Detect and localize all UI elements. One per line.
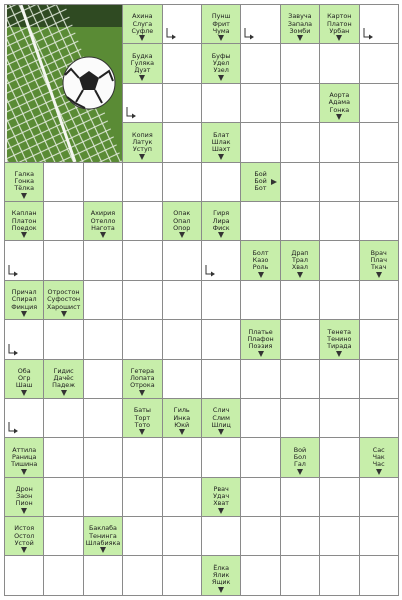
answer-cell[interactable] [241,123,280,162]
arrow-down-icon [137,152,147,162]
clue-text: Причал Спирал Фикция [11,288,38,311]
answer-cell[interactable] [241,399,280,438]
clue-cell [5,202,44,241]
clue-cell [202,5,241,44]
answer-cell[interactable] [241,281,280,320]
clue-text: Дрон Заон Пион [15,485,33,508]
answer-cell[interactable] [360,44,399,83]
bent-arrow-icon [7,421,19,435]
answer-cell[interactable] [281,399,320,438]
answer-cell[interactable] [360,517,399,556]
clue-text: Гиря Лира Фиск [212,209,230,232]
clue-cell [241,320,280,359]
clue-cell [202,556,241,595]
answer-cell[interactable] [360,5,399,44]
clue-text: Каплан Платон Поедок [11,209,37,232]
answer-cell[interactable] [123,517,162,556]
answer-cell[interactable] [360,84,399,123]
bent-arrow-icon [243,27,255,41]
clue-text: Слич Слим Шлиц [211,406,231,429]
arrow-down-icon [374,270,384,280]
clue-cell [123,44,162,83]
arrow-down-icon [98,545,108,555]
answer-cell[interactable] [84,360,123,399]
arrow-down-icon [19,309,29,319]
answer-cell[interactable] [241,360,280,399]
clue-text: Картон Платон Урбан [327,12,352,35]
clue-cell [281,5,320,44]
answer-cell[interactable] [281,360,320,399]
answer-cell[interactable] [320,281,359,320]
answer-cell[interactable] [320,399,359,438]
clue-text: Истоя Остол Устой [14,524,35,547]
clue-cell [44,360,83,399]
answer-cell[interactable] [44,399,83,438]
bent-arrow-icon [362,27,374,41]
clue-text: Вой Бол Гал [293,445,307,469]
arrow-down-icon [19,388,29,398]
crossword-grid [4,4,399,596]
clue-cell [5,281,44,320]
clue-text: Оба Огр Шаш [15,366,33,390]
answer-cell[interactable] [202,163,241,202]
answer-cell[interactable] [241,84,280,123]
clue-text: Ахирия Отелло Нагота [90,209,116,232]
answer-cell[interactable] [163,163,202,202]
soccer-ball-net-image [5,5,123,162]
answer-cell[interactable] [360,478,399,517]
answer-cell[interactable] [202,84,241,123]
arrow-down-icon [216,73,226,83]
answer-cell[interactable] [123,241,162,280]
clue-text: Блат Шлак Шахт [211,130,231,153]
answer-cell[interactable] [163,123,202,162]
answer-cell[interactable] [84,320,123,359]
answer-cell[interactable] [360,320,399,359]
answer-cell[interactable] [320,241,359,280]
arrow-down-icon [19,467,29,477]
arrow-down-icon [256,270,266,280]
answer-cell[interactable] [281,556,320,595]
arrow-down-icon [256,349,266,359]
clue-text: Болт Казо Роль [252,248,269,272]
clue-cell [202,399,241,438]
clue-text: Буфы Удел Узел [211,51,231,75]
answer-cell[interactable] [123,478,162,517]
clue-text: Баты Торт Тото [133,406,151,429]
arrow-down-icon [177,427,187,437]
answer-cell[interactable] [281,281,320,320]
answer-cell[interactable] [281,202,320,241]
arrow-down-icon [374,467,384,477]
clue-cell [123,399,162,438]
answer-cell[interactable] [202,360,241,399]
answer-cell[interactable] [123,438,162,477]
answer-cell[interactable] [163,241,202,280]
arrow-down-icon [137,73,147,83]
answer-cell[interactable] [281,478,320,517]
clue-cell [241,241,280,280]
answer-cell[interactable] [123,163,162,202]
clue-cell [202,44,241,83]
answer-cell[interactable] [202,438,241,477]
clue-cell [5,438,44,477]
football-photo [5,5,123,163]
answer-cell[interactable] [123,320,162,359]
answer-cell[interactable] [202,320,241,359]
answer-cell[interactable] [360,399,399,438]
answer-cell[interactable] [84,399,123,438]
arrow-down-icon [137,427,147,437]
answer-cell[interactable] [320,163,359,202]
clue-cell [320,5,359,44]
answer-cell[interactable] [360,202,399,241]
bent-arrow-icon [7,264,19,278]
arrow-down-icon [19,230,29,240]
answer-cell[interactable] [84,438,123,477]
answer-cell[interactable] [5,320,44,359]
answer-cell[interactable] [5,556,44,595]
arrow-down-icon [216,152,226,162]
answer-cell[interactable] [44,202,83,241]
answer-cell[interactable] [123,202,162,241]
answer-cell[interactable] [44,478,83,517]
clue-cell [281,241,320,280]
answer-cell[interactable] [84,163,123,202]
clue-cell [123,123,162,162]
clue-text: Пунш Фрит Чума [211,12,231,35]
answer-cell[interactable] [281,320,320,359]
arrow-down-icon [59,309,69,319]
arrow-down-icon [295,467,305,477]
answer-cell[interactable] [44,241,83,280]
answer-cell[interactable] [123,556,162,595]
clue-text: Сас Чак Час [372,445,385,469]
answer-cell[interactable] [320,517,359,556]
clue-cell [44,281,83,320]
arrow-down-icon [137,388,147,398]
answer-cell[interactable] [241,517,280,556]
clue-cell [202,202,241,241]
clue-text: Завуча Запала Зомби [287,12,312,35]
answer-cell[interactable] [163,5,202,44]
answer-cell[interactable] [320,556,359,595]
answer-cell[interactable] [241,44,280,83]
answer-cell[interactable] [320,202,359,241]
answer-cell[interactable] [163,44,202,83]
arrow-down-icon [334,33,344,43]
clue-cell [5,517,44,556]
arrow-down-icon [216,506,226,516]
arrow-down-icon [177,230,187,240]
clue-text: Гиль Инка Юкй [173,406,191,429]
answer-cell[interactable] [202,281,241,320]
answer-cell[interactable] [241,478,280,517]
answer-cell[interactable] [320,478,359,517]
clue-text: Баклаба Тенинга Шлабияка [85,524,121,547]
answer-cell[interactable] [241,438,280,477]
answer-cell[interactable] [281,517,320,556]
clue-text: Гидис Дачёс Падеж [52,366,75,390]
answer-cell[interactable] [281,163,320,202]
clue-cell [360,438,399,477]
answer-cell[interactable] [163,517,202,556]
clue-cell [5,163,44,202]
clue-text: Тенета Тенино Тирада [327,327,352,350]
clue-text: Бой Бой Бот [254,169,267,193]
answer-cell[interactable] [281,84,320,123]
answer-cell[interactable] [44,163,83,202]
clue-cell [163,399,202,438]
clue-text: Ёлка Ялик Ящик [211,563,231,587]
clue-cell [202,123,241,162]
answer-cell[interactable] [241,202,280,241]
clue-cell [241,163,280,202]
answer-cell[interactable] [44,438,83,477]
clue-text: Отростон Суфостон Харошист [46,288,81,311]
answer-cell[interactable] [360,281,399,320]
clue-text: Копия Латук Уступ [132,130,153,153]
answer-cell[interactable] [84,478,123,517]
clue-text: Галка Гонка Тёлка [14,169,35,193]
answer-cell[interactable] [44,556,83,595]
clue-cell [5,478,44,517]
bent-arrow-icon [7,343,19,357]
clue-text: Врач Плач Ткач [370,248,387,272]
answer-cell[interactable] [360,556,399,595]
arrow-down-icon [334,349,344,359]
answer-cell[interactable] [163,478,202,517]
clue-text: Будка Гуляка Дуэт [130,51,155,75]
answer-cell[interactable] [281,123,320,162]
answer-cell[interactable] [163,360,202,399]
answer-cell[interactable] [123,84,162,123]
answer-cell[interactable] [44,320,83,359]
arrow-down-icon [19,506,29,516]
clue-cell [163,202,202,241]
arrow-down-icon [295,33,305,43]
answer-cell[interactable] [320,44,359,83]
clue-cell [123,360,162,399]
answer-cell[interactable] [84,241,123,280]
clue-cell [84,202,123,241]
clue-text: Аттила Раница Тишина [11,445,38,469]
arrow-down-icon [334,112,344,122]
answer-cell[interactable] [202,517,241,556]
clue-cell [84,517,123,556]
answer-cell[interactable] [163,556,202,595]
clue-cell [320,84,359,123]
answer-cell[interactable] [320,360,359,399]
answer-cell[interactable] [360,360,399,399]
clue-text: Гетера Лопата Отрока [130,366,155,390]
clue-text: Аорта Адама Гонка [328,91,351,114]
arrow-down-icon [59,388,69,398]
answer-cell[interactable] [5,241,44,280]
arrow-down-icon [19,191,29,201]
clue-text: Рвач Удач Хват [213,485,230,508]
clue-cell [123,5,162,44]
answer-cell[interactable] [5,399,44,438]
clue-cell [202,478,241,517]
answer-cell[interactable] [163,320,202,359]
answer-cell[interactable] [84,556,123,595]
bent-arrow-icon [204,264,216,278]
answer-cell[interactable] [320,438,359,477]
clue-text: Драп Трал Хвал [291,248,309,272]
clue-cell [281,438,320,477]
arrow-down-icon [216,230,226,240]
arrow-right-icon [269,177,279,187]
answer-cell[interactable] [360,163,399,202]
clue-cell [360,241,399,280]
clue-text: Платье Плафон Поэзия [247,327,274,350]
answer-cell[interactable] [360,123,399,162]
clue-cell [320,320,359,359]
answer-cell[interactable] [241,556,280,595]
clue-text: Опак Опал Опор [173,209,191,232]
arrow-down-icon [216,427,226,437]
answer-cell[interactable] [163,84,202,123]
arrow-down-icon [295,270,305,280]
arrow-down-icon [216,585,226,595]
bent-arrow-icon [125,106,137,120]
arrow-down-icon [19,545,29,555]
answer-cell[interactable] [84,281,123,320]
answer-cell[interactable] [241,5,280,44]
clue-text: Ахина Слуга Суфле [131,12,154,35]
arrow-down-icon [216,33,226,43]
arrow-down-icon [137,33,147,43]
answer-cell[interactable] [320,123,359,162]
answer-cell[interactable] [123,281,162,320]
clue-cell [5,360,44,399]
arrow-down-icon [98,230,108,240]
answer-cell[interactable] [163,281,202,320]
answer-cell[interactable] [202,241,241,280]
answer-cell[interactable] [44,517,83,556]
bent-arrow-icon [165,27,177,41]
answer-cell[interactable] [281,44,320,83]
answer-cell[interactable] [163,438,202,477]
